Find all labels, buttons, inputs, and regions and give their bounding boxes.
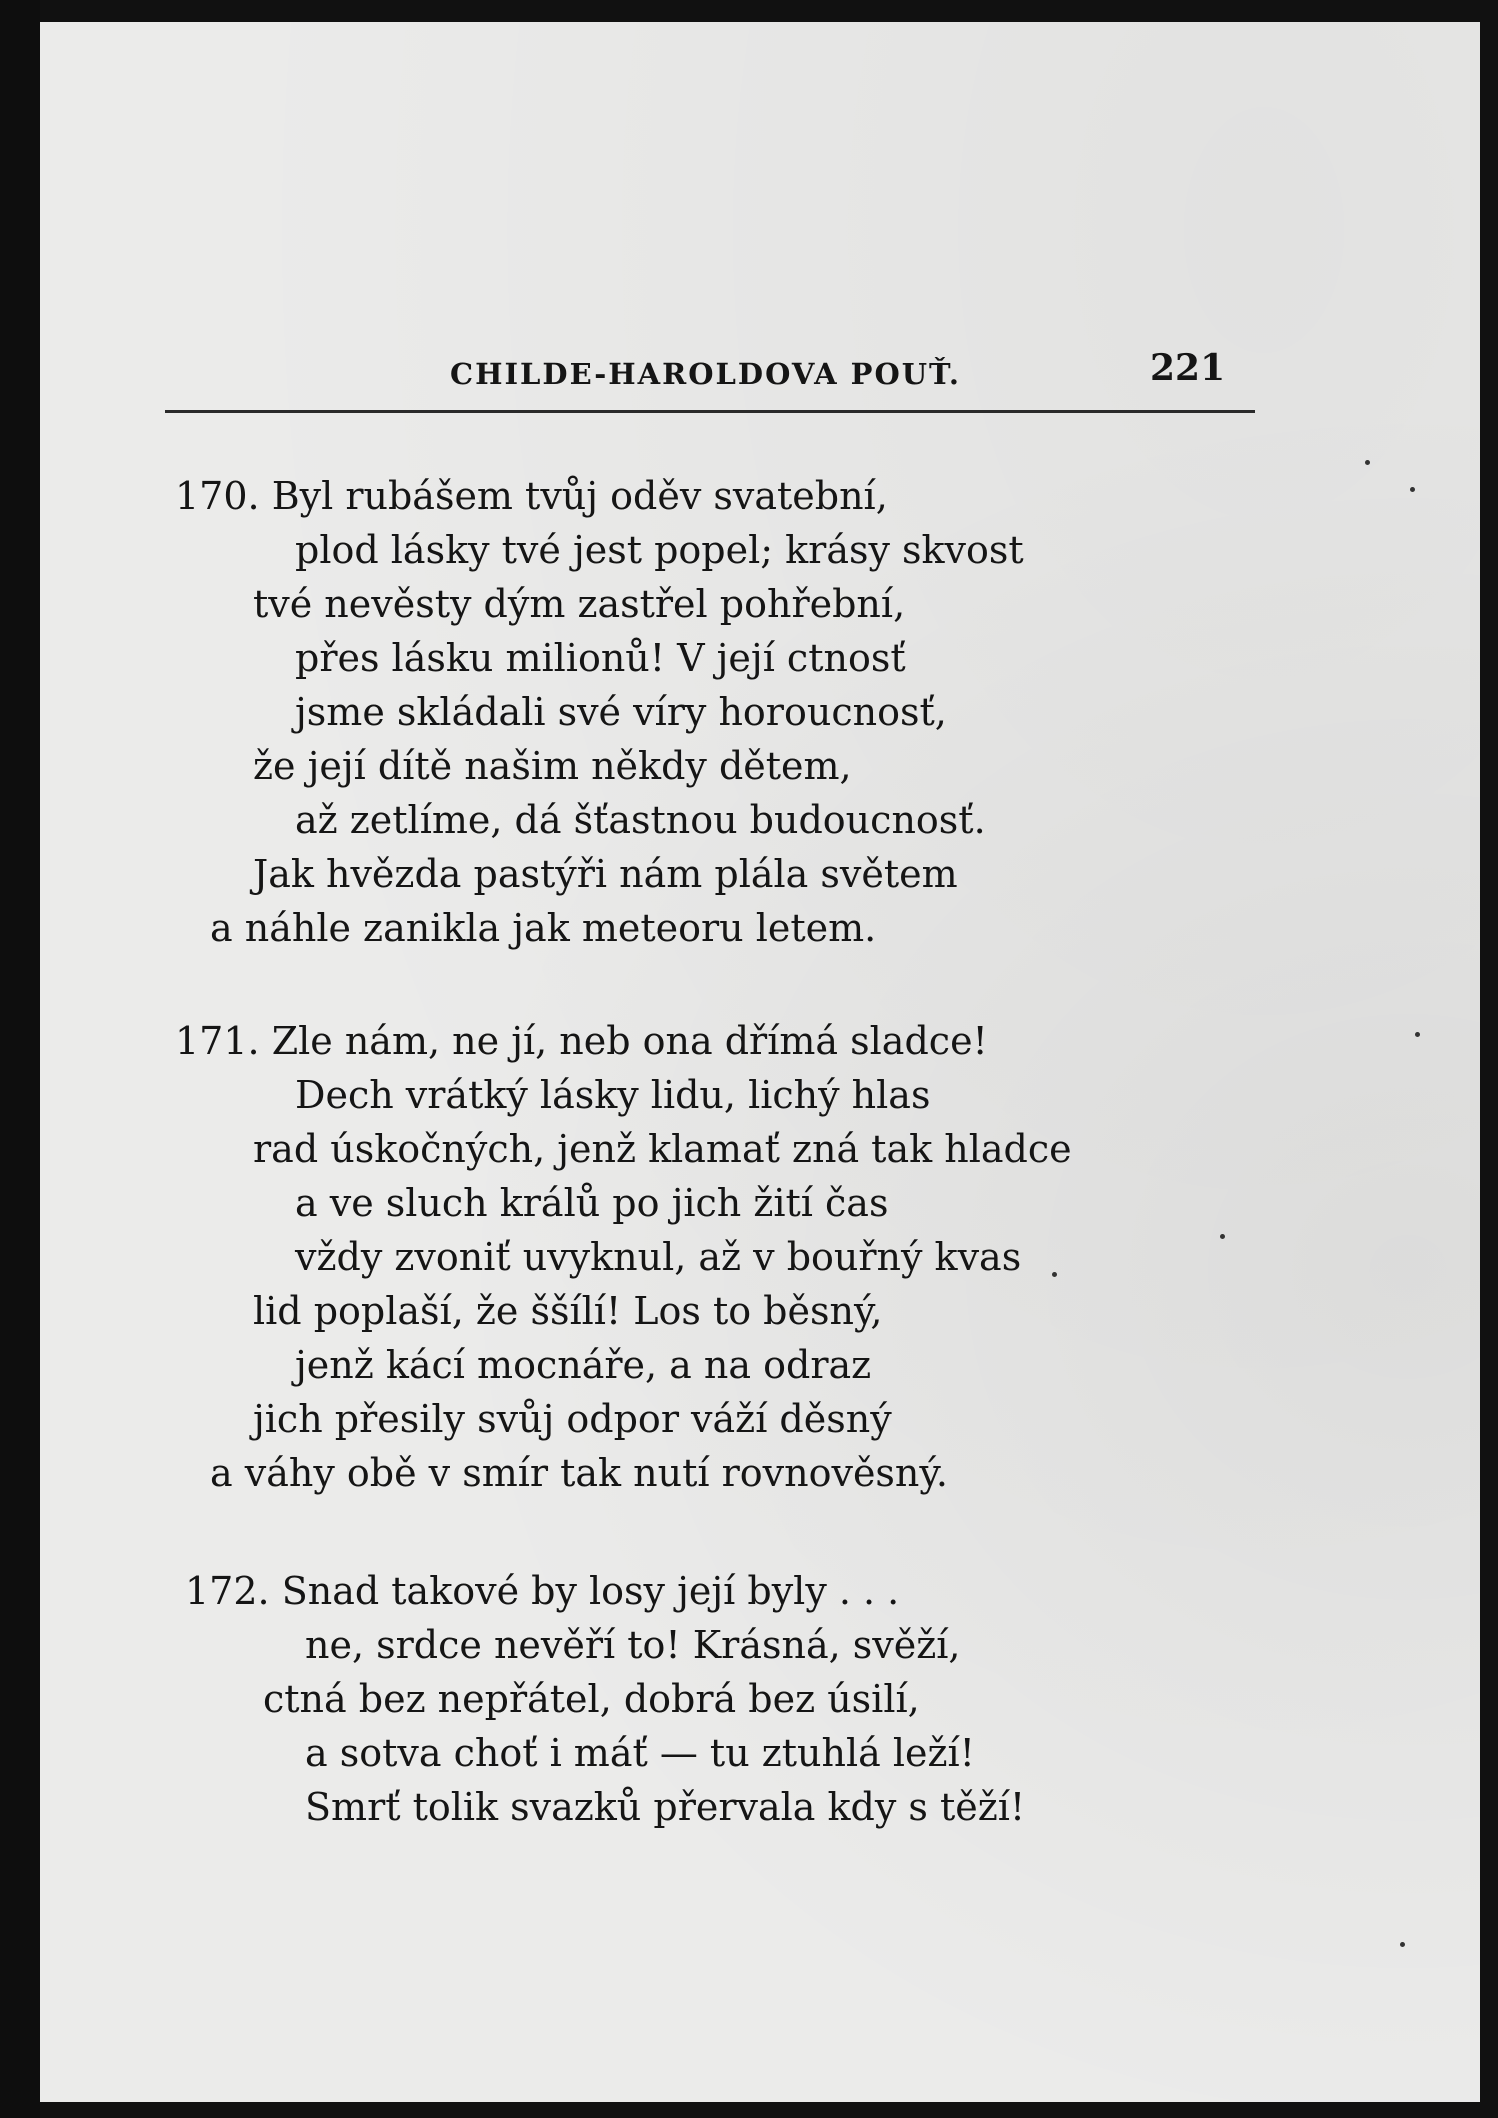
verse-line: vždy zvoniť uvyknul, až v bouřný kvas	[295, 1235, 1022, 1279]
verse-line: plod lásky tvé jest popel; krásy skvost	[295, 528, 1024, 572]
verse-line: že její dítě našim někdy dětem,	[253, 744, 852, 788]
verse-line: až zetlíme, dá šťastnou budoucnosť.	[295, 798, 986, 842]
scan-speck	[1220, 1234, 1225, 1239]
page-number: 221	[1150, 347, 1226, 389]
verse-line: ctná bez nepřátel, dobrá bez úsilí,	[263, 1677, 920, 1721]
verse-line: a sotva choť i máť — tu ztuhlá leží!	[305, 1731, 975, 1775]
stanza-line	[185, 1567, 899, 1615]
verse-line: lid poplaší, že ššílí! Los to běsný,	[253, 1289, 883, 1333]
scan-speck	[1052, 1272, 1057, 1277]
header-rule	[165, 410, 1255, 413]
verse-line: tvé nevěsty dým zastřel pohřební,	[253, 582, 906, 626]
verse-line: Dech vrátký lásky lidu, lichý hlas	[295, 1073, 931, 1117]
verse-text: Byl rubášem tvůj oděv svatební,	[271, 474, 888, 518]
page-gutter-shadow	[0, 0, 40, 2118]
verse-line: Smrť tolik svazků přervala kdy s těží!	[305, 1785, 1026, 1829]
verse-line: jich přesily svůj odpor váží děsný	[253, 1397, 892, 1441]
stanza-line	[175, 1017, 988, 1065]
stanza-line	[175, 472, 888, 520]
verse-line: přes lásku milionů! V její ctnosť	[295, 636, 906, 680]
verse-line: Jak hvězda pastýři nám plála světem	[253, 852, 958, 896]
book-page	[40, 22, 1480, 2102]
stanza-number: 172.	[185, 1569, 270, 1613]
scan-speck	[1400, 1942, 1405, 1947]
verse-line: a váhy obě v smír tak nutí rovnověsný.	[210, 1451, 948, 1495]
verse-line: ne, srdce nevěří to! Krásná, svěží,	[305, 1623, 961, 1667]
scan-speck	[1365, 460, 1370, 465]
verse-line: jenž kácí mocnáře, a na odraz	[295, 1343, 872, 1387]
verse-text: Snad takové by losy její byly . . .	[281, 1569, 900, 1613]
stanza-number: 170.	[175, 474, 260, 518]
scan-speck	[1415, 1032, 1420, 1037]
verse-line: a náhle zanikla jak meteoru letem.	[210, 906, 877, 950]
verse-line: jsme skládali své víry horoucnosť,	[295, 690, 947, 734]
verse-text: Zle nám, ne jí, neb ona dřímá sladce!	[271, 1019, 988, 1063]
running-header-title: CHILDE-HAROLDOVA POUŤ.	[450, 357, 961, 391]
stanza-number: 171.	[175, 1019, 260, 1063]
verse-line: a ve sluch králů po jich žití čas	[295, 1181, 889, 1225]
scan-speck	[1410, 487, 1415, 492]
verse-line: rad úskočných, jenž klamať zná tak hladce	[253, 1127, 1072, 1171]
